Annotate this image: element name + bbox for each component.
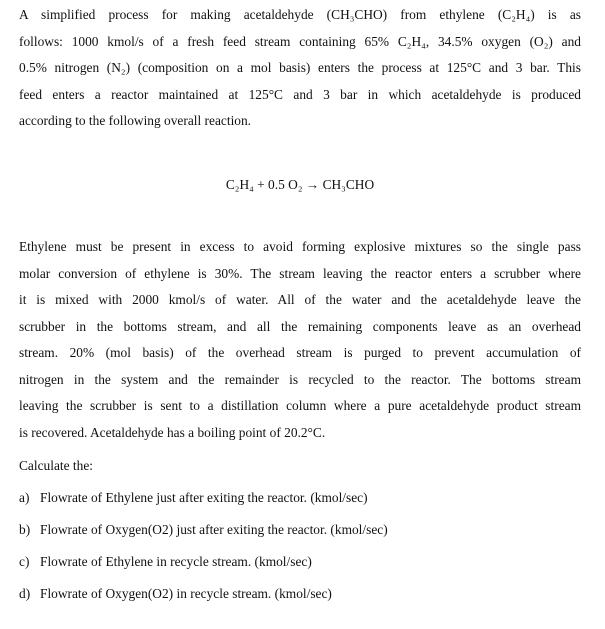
intro-paragraph	[19, 2, 581, 135]
question-c	[19, 549, 581, 575]
intro-line: 0.5% nitrogen (N₂) (composition on a mol basis) enters the process at 125°C and 3 bar. This	[19, 60, 581, 75]
process-line: leaving the scrubber is sent to a distillation column where a pure acetaldehyde product stream	[19, 398, 581, 413]
question-label: a)	[19, 490, 30, 505]
process-line: stream. 20% (mol basis) of the overhead stream is purged to prevent accumulation of	[19, 345, 581, 360]
question-label: d)	[19, 586, 31, 601]
intro-line: according to the following overall reaction.	[19, 113, 252, 128]
question-d	[19, 581, 581, 607]
process-line: nitrogen in the system and the remainder is recycled to the reactor. The bottoms stream	[19, 371, 581, 387]
intro-line: feed enters a reactor maintained at 125°C and 3 bar in which acetaldehyde is produced	[19, 86, 581, 102]
process-line: scrubber in the bottoms stream, and all the remaining components leave as an overhead	[19, 318, 581, 334]
intro-line: follows: 1000 kmol/s of a fresh feed stream containing 65% C₂H₄, 34.5% oxygen (O₂) and	[19, 33, 581, 49]
process-paragraph	[19, 234, 581, 446]
reaction-equation: C₂H₄ + 0.5 O₂ → CH₃CHO	[225, 177, 375, 192]
question-text: Flowrate of Oxygen(O2) in recycle stream. (kmol/sec)	[40, 586, 332, 601]
process-line: Ethylene must be present in excess to avoid forming explosive mixtures so the single pass	[19, 239, 581, 254]
question-label: b)	[19, 522, 31, 537]
question-b	[19, 517, 581, 543]
question-label: c)	[19, 554, 30, 569]
calculate-heading: Calculate the:	[19, 458, 93, 473]
question-text: Flowrate of Ethylene in recycle stream. (kmol/sec)	[40, 554, 312, 569]
question-a	[19, 485, 581, 511]
question-text: Flowrate of Ethylene just after exiting the reactor. (kmol/sec)	[40, 490, 368, 505]
process-line: molar conversion of ethylene is 30%. The stream leaving the reactor enters a scrubber where	[19, 265, 581, 281]
process-line: it is mixed with 2000 kmol/s of water. All of the water and the acetaldehyde leave the	[19, 292, 581, 307]
intro-line: A simplified process for making acetaldehyde (CH₃CHO) from ethylene (C₂H₄) is as	[19, 7, 581, 22]
question-text: Flowrate of Oxygen(O2) just after exiting the reactor. (kmol/sec)	[40, 522, 388, 537]
process-line: is recovered. Acetaldehyde has a boiling point of 20.2°C.	[19, 424, 326, 440]
